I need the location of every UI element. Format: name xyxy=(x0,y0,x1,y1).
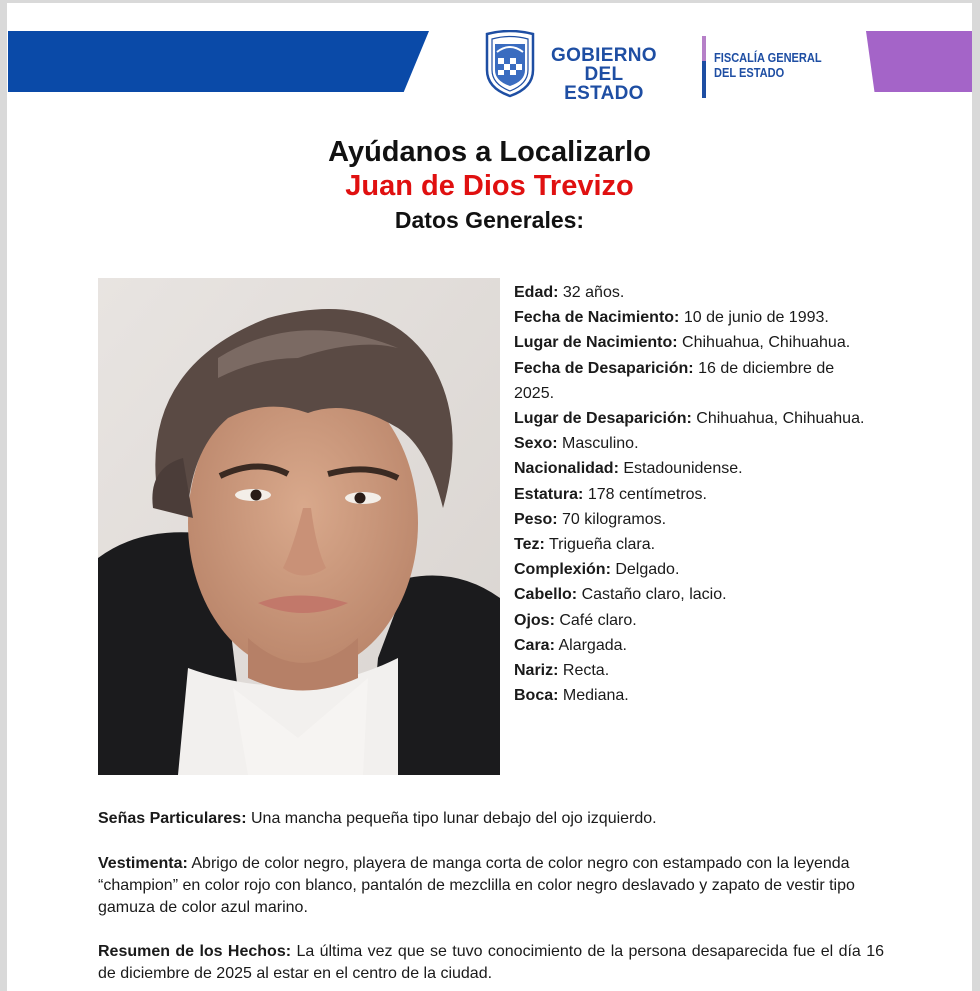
header-purple-band xyxy=(866,31,972,92)
page-heading: Ayúdanos a Localizarlo xyxy=(328,136,651,168)
missing-person-name: Juan de Dios Trevizo xyxy=(345,170,634,202)
person-photo xyxy=(98,278,500,775)
detail-estatura: Estatura: 178 centímetros. xyxy=(514,485,707,503)
detail-fecha-desaparicion: Fecha de Desaparición: 16 de diciembre de 2025. xyxy=(514,359,835,402)
detail-nacionalidad: Nacionalidad: Estadounidense. xyxy=(514,460,743,478)
detail-complexion: Complexión: Delgado. xyxy=(514,561,680,579)
detail-edad: Edad: 32 años. xyxy=(514,284,625,301)
government-name: GOBIERNO DEL ESTADO xyxy=(551,45,657,104)
detail-cabello: Cabello: Castaño claro, lacio. xyxy=(514,586,727,604)
detail-lugar-nacimiento: Lugar de Nacimiento: Chihuahua, Chihuahua. xyxy=(514,334,851,352)
section-heading: Datos Generales: xyxy=(394,207,585,233)
detail-fecha-nacimiento: Fecha de Nacimiento: 10 de junio de 1993. xyxy=(514,309,829,327)
portrait-illustration xyxy=(98,278,500,775)
detail-peso: Peso: 70 kilogramos. xyxy=(514,510,667,528)
flyer-page xyxy=(7,3,972,991)
general-data-list xyxy=(514,280,874,708)
detail-ojos: Ojos: Café claro. xyxy=(514,611,637,629)
clothing-description: Vestimenta: Abrigo de color negro, playera de manga corta de color negro con estampado con la leyenda “champion” en color rojo con blanco, pantalón de mezclilla en color negro deslavado y zapato de vestir tipo gamuza de color azul marino. xyxy=(98,855,855,916)
detail-tez: Tez: Trigueña clara. xyxy=(514,536,656,554)
detail-sexo: Sexo: Masculino. xyxy=(514,435,639,453)
header-blue-band xyxy=(8,31,429,92)
distinguishing-marks: Señas Particulares: Una mancha pequeña tipo lunar debajo del ojo izquierdo. xyxy=(98,810,657,827)
title-block xyxy=(7,135,972,237)
logo-divider xyxy=(702,36,706,98)
agency-name: FISCALÍA GENERAL DEL ESTADO xyxy=(714,50,822,80)
detail-nariz: Nariz: Recta. xyxy=(514,662,610,680)
summary-of-events: Resumen de los Hechos: La última vez que se tuvo conocimiento de la persona desaparecida fue el día 16 de diciembre de 2025 al estar en el centro de la ciudad. xyxy=(98,943,884,982)
detail-cara: Cara: Alargada. xyxy=(514,636,627,654)
detail-lugar-desaparicion: Lugar de Desaparición: Chihuahua, Chihuahua. xyxy=(514,410,865,428)
state-coat-of-arms-icon xyxy=(483,30,537,98)
detail-boca: Boca: Mediana. xyxy=(514,687,629,705)
